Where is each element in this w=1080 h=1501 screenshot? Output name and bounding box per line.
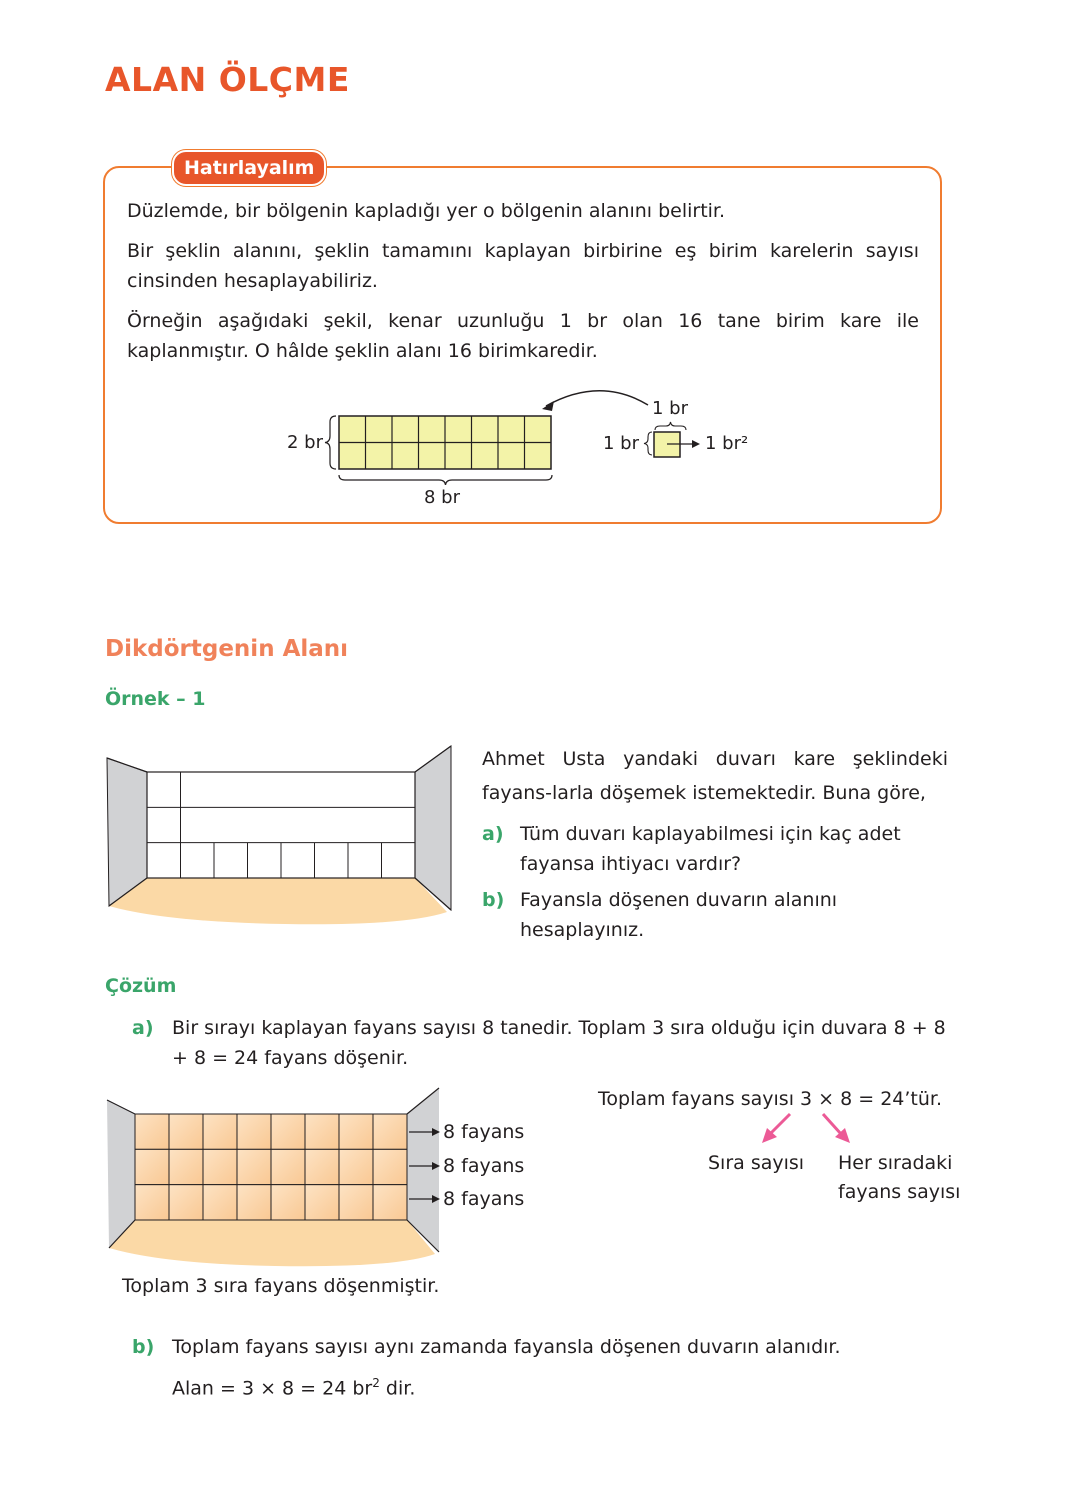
tile [135,1185,169,1220]
tile [271,1149,305,1184]
example-b-text: Fayansla döşenen duvarın alanını hesaplayınız. [520,889,838,941]
pink-arrow-left [770,1114,790,1134]
tile [237,1185,271,1220]
pink-arrows [755,1110,865,1150]
tile [305,1114,339,1149]
tile [373,1185,407,1220]
tile [237,1149,271,1184]
solution-b-letter: b) [132,1336,155,1358]
area-formula-main: Alan = 3 × 8 = 24 br [172,1377,373,1400]
row-label: 8 fayans [443,1155,525,1177]
example-a-text: Tüm duvarı kaplayabilmesi için kaç adet fayansa ihtiyacı vardır? [520,823,901,875]
unit-top-label: 1 br [652,398,688,419]
area-formula [172,1368,415,1403]
tile [169,1149,203,1184]
per-row-label-2: fayans sayısı [838,1181,961,1203]
unit-top-brace [655,422,686,430]
page-title: ALAN ÖLÇME [105,60,350,99]
width-brace [339,475,552,485]
tile [169,1185,203,1220]
curved-arrow-head [542,401,554,411]
tile [203,1149,237,1184]
tiled-wall-figure [105,1086,525,1272]
height-label: 2 br [287,432,323,453]
solution-label: Çözüm [105,975,177,997]
unit-area-label: 1 br² [705,433,749,454]
tile [203,1185,237,1220]
solution-a-text: Bir sırayı kaplayan fayans sayısı 8 tanedir. Toplam 3 sıra olduğu için duvara 8 + 8 + 8 = 24 fayans döşenir. [172,1017,946,1069]
tile [305,1149,339,1184]
row-count-label: Sıra sayısı [708,1152,805,1174]
area-formula-exponent: 2 [372,1376,380,1390]
example-intro: Ahmet Usta yandaki duvarı kare şeklindeki fayans-larla döşemek istemektedir. Buna göre, [482,748,948,804]
unit-left-brace [644,432,652,455]
tile [339,1114,373,1149]
unit-arrow-head [692,440,700,448]
tiled-wall-caption: Toplam 3 sıra fayans döşenmiştir. [122,1275,440,1297]
unit-area-figure [270,380,790,515]
section-title: Dikdörtgenin Alanı [105,636,349,662]
tile [271,1114,305,1149]
tile [135,1114,169,1149]
remember-paragraph-1: Düzlemde, bir bölgenin kapladığı yer o bölgenin alanını belirtir. [127,200,726,222]
tile [203,1114,237,1149]
height-brace [325,416,336,469]
tile [237,1114,271,1149]
tile [339,1185,373,1220]
pink-arrow-right [823,1114,841,1134]
unit-left-label: 1 br [603,433,639,454]
row-label: 8 fayans [443,1188,525,1210]
tile [373,1149,407,1184]
area-grid [339,416,551,469]
example-a-letter: a) [482,823,504,845]
tile [339,1149,373,1184]
row-label: 8 fayans [443,1121,525,1143]
per-row-label-1: Her sıradaki [838,1152,953,1174]
curved-arrow [546,391,648,406]
remember-paragraph-2: Bir şeklin alanını, şeklin tamamını kaplayan birbirine eş birim karelerin sayısı cinsinden hesaplayabiliriz. [127,240,919,292]
example-label: Örnek – 1 [105,688,206,710]
tile [135,1149,169,1184]
solution-b-text: Toplam fayans sayısı aynı zamanda fayansla döşenen duvarın alanıdır. [172,1336,841,1358]
width-label: 8 br [424,487,460,508]
tile [169,1114,203,1149]
tile [305,1185,339,1220]
wall-figure [105,744,455,930]
example-b-letter: b) [482,889,505,911]
tile [271,1185,305,1220]
area-formula-suffix: dir. [379,1377,416,1400]
total-tiles-text: Toplam fayans sayısı 3 × 8 = 24’tür. [598,1088,943,1110]
remember-paragraph-3: Örneğin aşağıdaki şekil, kenar uzunluğu 1 br olan 16 tane birim kare ile kaplanmıştır. O hâlde şeklin alanı 16 birimkaredir. [127,310,919,362]
solution-a-letter: a) [132,1017,154,1039]
remember-tag: Hatırlayalım [172,150,326,186]
tile [373,1114,407,1149]
